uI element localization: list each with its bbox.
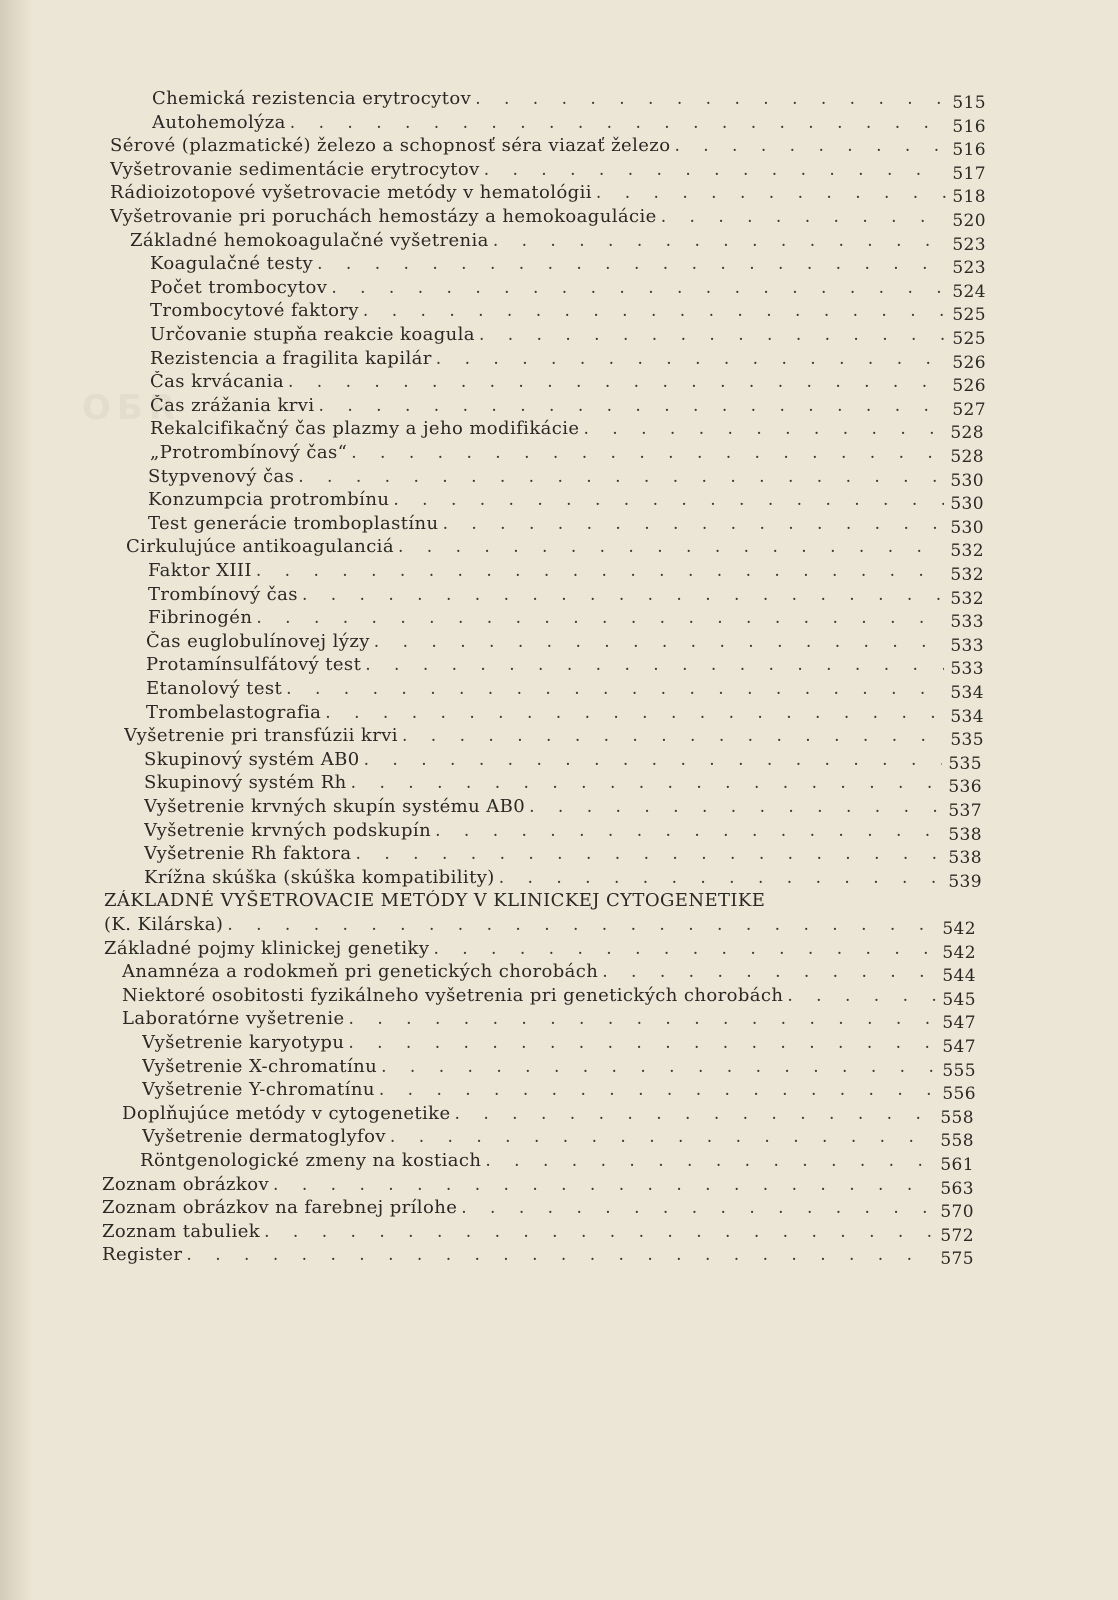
- toc-entry-title: Vyšetrovanie sedimentácie erytrocytov: [110, 158, 480, 180]
- toc-entry: [142, 1079, 976, 1103]
- toc-entry-title: Čas euglobulínovej lýzy: [146, 630, 370, 652]
- toc-entry-page-number: 520: [952, 211, 986, 230]
- toc-entry-page-number: 532: [950, 588, 984, 608]
- toc-entry-title: Trombocytové faktory: [150, 300, 359, 322]
- toc-entry: [150, 418, 984, 442]
- toc-entry: [144, 820, 982, 844]
- toc-entry-title: Čas krvácania: [150, 371, 284, 393]
- dot-leader: [351, 773, 943, 793]
- toc-entry: [148, 607, 984, 631]
- toc-entry-page-number: 572: [940, 1225, 974, 1245]
- toc-entry: [150, 300, 986, 324]
- toc-entry-title: Krížna skúška (skúška kompatibility): [144, 866, 495, 888]
- toc-entry: [148, 466, 984, 490]
- dot-leader: [475, 89, 946, 109]
- toc-entry-title: Laboratórne vyšetrenie: [122, 1008, 345, 1030]
- toc-entry-page-number: 515: [952, 93, 986, 112]
- toc-entry-title: Trombelastografia: [146, 701, 322, 723]
- toc-entry: [142, 1126, 974, 1150]
- page-binding-edge: [0, 0, 34, 1600]
- toc-entry-page-number: 561: [940, 1155, 974, 1174]
- toc-entry-title: Doplňujúce metódy v cytogenetike: [122, 1102, 451, 1124]
- toc-entry-page-number: 524: [952, 281, 986, 301]
- dot-leader: [356, 844, 943, 864]
- dot-leader: [256, 561, 944, 581]
- toc-entry-title: Anamnéza a rodokmeň pri genetických chorobách: [122, 961, 599, 983]
- toc-entry-title: Zoznam obrázkov: [102, 1173, 270, 1195]
- toc-entry-page-number: 534: [950, 706, 984, 726]
- toc-entry-page-number: 530: [950, 517, 984, 537]
- toc-entry-page-number: 532: [950, 541, 984, 561]
- dot-leader: [583, 419, 944, 439]
- toc-entry-title: Vyšetrenie krvných skupín systému AB0: [144, 796, 526, 817]
- toc-entry-page-number: 525: [952, 329, 986, 348]
- toc-entry-page-number: 575: [940, 1249, 974, 1269]
- dot-leader: [331, 278, 946, 298]
- toc-entry: [144, 796, 982, 820]
- show-through-text: ОБR: [82, 388, 181, 428]
- toc-entry: [122, 985, 976, 1009]
- toc-entry: [122, 1103, 974, 1127]
- toc-entry-page-number: 570: [940, 1202, 974, 1222]
- toc-entry: [150, 253, 986, 277]
- dot-leader: [348, 1033, 936, 1053]
- dot-leader: [349, 1009, 937, 1029]
- toc-entry-title: Fibrinogén: [148, 607, 253, 629]
- toc-entry: [144, 867, 982, 891]
- toc-entry-title: Sérové (plazmatické) železo a schopnosť séra viazať železo: [110, 135, 671, 157]
- toc-entry-page-number: 535: [948, 753, 982, 773]
- toc-entry-title: (K. Kilárska): [104, 914, 224, 935]
- toc-entry-title: Rekalcifikačný čas plazmy a jeho modifikácie: [150, 418, 580, 440]
- toc-entry-title: Stypvenový čas: [148, 465, 295, 487]
- toc-entry-title: Čas zrážania krvi: [150, 394, 315, 416]
- toc-entry-page-number: 542: [942, 942, 976, 962]
- toc-entry-page-number: 518: [952, 187, 986, 207]
- toc-entry: [144, 749, 982, 773]
- toc-entry-page-number: 533: [950, 635, 984, 655]
- dot-leader: [317, 254, 946, 274]
- toc-entry-page-number: 537: [948, 801, 982, 820]
- toc-entry: [150, 371, 986, 395]
- toc-entry: [110, 135, 986, 159]
- toc-entry: [104, 914, 976, 938]
- toc-entry-page-number: 533: [950, 659, 984, 679]
- toc-entry-title: Rádioizotopové vyšetrovacie metódy v hematológii: [110, 182, 592, 204]
- toc-entry: [148, 513, 984, 537]
- toc-entry-page-number: 556: [942, 1084, 976, 1104]
- dot-leader: [455, 1104, 935, 1124]
- toc-entry-page-number: 539: [948, 871, 982, 891]
- toc-entry: [146, 702, 984, 726]
- toc-entry-page-number: 525: [952, 305, 986, 325]
- toc-entry-page-number: 558: [940, 1107, 974, 1127]
- toc-entry-page-number: 526: [952, 376, 986, 396]
- toc-entry: [148, 584, 984, 608]
- toc-entry-title: „Protrombínový čas“: [150, 442, 348, 463]
- dot-leader: [787, 986, 936, 1006]
- dot-leader: [602, 962, 936, 982]
- toc-entry-title: Vyšetrenie pri transfúzii krvi: [124, 725, 398, 747]
- toc-entry-title: Konzumpcia protrombínu: [148, 489, 390, 511]
- toc-entry-title: ZÁKLADNÉ VYŠETROVACIE METÓDY V KLINICKEJ CYTOGENETIKE: [104, 890, 766, 912]
- dot-leader: [379, 1080, 937, 1100]
- dot-leader: [443, 514, 945, 534]
- toc-entry-title: Cirkulujúce antikoagulanciá: [126, 536, 394, 558]
- toc-entry-page-number: 516: [952, 116, 986, 136]
- toc-entry-page-number: 535: [950, 730, 984, 750]
- dot-leader: [381, 1057, 936, 1077]
- toc-entry: [150, 395, 986, 419]
- toc-entry-title: Vyšetrenie Y-chromatínu: [142, 1079, 375, 1101]
- toc-entry-title: Niektoré osobitosti fyzikálneho vyšetrenia pri genetických chorobách: [122, 984, 784, 1006]
- dot-leader: [596, 183, 946, 203]
- dot-leader: [485, 1151, 934, 1171]
- toc-entry: [152, 112, 986, 136]
- toc-entry: [102, 1197, 974, 1221]
- toc-entry: [144, 772, 982, 796]
- dot-leader: [661, 207, 947, 227]
- toc-entry-page-number: 542: [942, 919, 976, 938]
- toc-entry-title: Autohemolýza: [152, 111, 286, 133]
- toc-entry: [124, 725, 984, 749]
- dot-leader: [256, 608, 944, 628]
- dot-leader: [286, 679, 944, 699]
- toc-entry: [130, 230, 986, 254]
- dot-leader: [365, 655, 944, 675]
- toc-entry-title: Register: [102, 1244, 183, 1266]
- toc-entry-title: Skupinový systém AB0: [144, 748, 360, 770]
- toc-entry-page-number: 538: [948, 824, 982, 844]
- dot-leader: [302, 585, 944, 605]
- toc-entry-title: Vyšetrenie krvných podskupín: [144, 819, 432, 841]
- toc-entry: [140, 1150, 974, 1174]
- dot-leader: [288, 372, 946, 392]
- dot-leader: [325, 703, 944, 723]
- dot-leader: [433, 939, 936, 959]
- toc-entry-title: Základné hemokoagulačné vyšetrenia: [130, 229, 489, 251]
- dot-leader: [364, 750, 943, 770]
- dot-leader: [227, 915, 936, 935]
- toc-entry-title: Röntgenologické zmeny na kostiach: [140, 1150, 482, 1171]
- toc-entry: [110, 206, 986, 230]
- toc-entry-page-number: 536: [948, 777, 982, 797]
- dot-leader: [499, 868, 943, 888]
- toc-entry: [150, 348, 986, 372]
- toc-entry-title: Zoznam obrázkov na farebnej prílohe: [102, 1197, 458, 1219]
- dot-leader: [290, 113, 947, 133]
- toc-entry-page-number: 534: [950, 683, 984, 702]
- toc-entry-title: Rezistencia a fragilita kapilár: [150, 347, 432, 369]
- toc-entry-title: Zoznam tabuliek: [102, 1220, 261, 1242]
- toc-entry-page-number: 530: [950, 470, 984, 490]
- dot-leader: [493, 231, 947, 251]
- toc-entry: [148, 560, 984, 584]
- toc-entry: [146, 631, 984, 655]
- toc-entry-page-number: 516: [952, 140, 986, 160]
- toc-entry: [146, 678, 984, 702]
- toc-entry: [102, 1174, 974, 1198]
- toc-entry-page-number: 526: [952, 352, 986, 372]
- toc-entry-page-number: 555: [942, 1060, 976, 1080]
- toc-entry-page-number: 544: [942, 966, 976, 986]
- toc-entry-title: Určovanie stupňa reakcie koagula: [150, 324, 475, 345]
- toc-entry-title: Vyšetrovanie pri poruchách hemostázy a hemokoagulácie: [110, 206, 657, 227]
- toc-entry-title: Základné pojmy klinickej genetiky: [104, 937, 430, 959]
- toc-entry-page-number: 547: [942, 1037, 976, 1056]
- toc-entry-title: Vyšetrenie X-chromatínu: [142, 1055, 378, 1077]
- dot-leader: [402, 726, 944, 746]
- dot-leader: [484, 160, 947, 180]
- dot-leader: [398, 537, 944, 557]
- dot-leader: [298, 467, 944, 487]
- toc-entry-page-number: 517: [952, 163, 986, 183]
- toc-entry-page-number: 523: [952, 258, 986, 278]
- toc-entry-title: Faktor XIII: [148, 560, 252, 581]
- dot-leader: [264, 1222, 934, 1242]
- toc-entry-title: Vyšetrenie karyotypu: [142, 1032, 345, 1053]
- toc-entry: [144, 843, 982, 867]
- dot-leader: [390, 1127, 934, 1147]
- toc-entry: [142, 1056, 976, 1080]
- toc-entry-page-number: 530: [950, 494, 984, 514]
- toc-entry: [122, 1008, 976, 1032]
- toc-entry-title: Chemická rezistencia erytrocytov: [152, 88, 472, 109]
- toc-entry-page-number: 538: [948, 848, 982, 868]
- dot-leader: [273, 1175, 934, 1195]
- toc-entry: [110, 159, 986, 183]
- toc-entry-title: Trombínový čas: [148, 583, 298, 605]
- toc-entry: [142, 1032, 976, 1056]
- toc-entry-title: Vyšetrenie Rh faktora: [144, 843, 352, 865]
- toc-entry-page-number: 528: [950, 423, 984, 443]
- toc-entry-page-number: 545: [942, 989, 976, 1009]
- toc-entry-title: Skupinový systém Rh: [144, 772, 347, 794]
- toc-entry: [104, 938, 976, 962]
- dot-leader: [319, 396, 947, 416]
- toc-entry-page-number: 547: [942, 1013, 976, 1033]
- dot-leader: [435, 821, 942, 841]
- toc-entry-title: Počet trombocytov: [150, 276, 328, 298]
- toc-entry: [126, 536, 984, 560]
- dot-leader: [351, 443, 944, 463]
- toc-entry: [150, 277, 986, 301]
- toc-entry: [152, 88, 986, 112]
- toc-entry: [110, 182, 986, 206]
- toc-entry-page-number: 563: [940, 1178, 974, 1198]
- toc-entry-title: Etanolový test: [146, 678, 283, 699]
- dot-leader: [674, 136, 946, 156]
- toc-entry-page-number: 533: [950, 612, 984, 632]
- toc-entry: [150, 442, 984, 466]
- toc-entry-page-number: 558: [940, 1131, 974, 1151]
- dot-leader: [479, 325, 946, 345]
- toc-entry-title: Vyšetrenie dermatoglyfov: [142, 1126, 386, 1148]
- dot-leader: [186, 1245, 934, 1265]
- toc-entry-page-number: 528: [950, 447, 984, 466]
- dot-leader: [529, 797, 942, 817]
- toc-entry-title: Koagulačné testy: [150, 253, 314, 275]
- toc-entry: [146, 654, 984, 678]
- dot-leader: [363, 301, 946, 321]
- toc-entry-title: Test generácie tromboplastínu: [148, 512, 439, 534]
- toc-entry-page-number: 527: [952, 399, 986, 419]
- dot-leader: [461, 1198, 934, 1218]
- dot-leader: [436, 349, 947, 369]
- toc-entry-title: Protamínsulfátový test: [146, 654, 362, 676]
- dot-leader: [374, 632, 945, 652]
- toc-entry: [150, 324, 986, 348]
- dot-leader: [393, 490, 944, 510]
- toc-entry: [122, 961, 976, 985]
- toc-entry: [104, 890, 914, 914]
- toc-entry: [102, 1244, 974, 1268]
- toc-entry: [148, 489, 984, 513]
- toc-entry: [102, 1221, 974, 1245]
- toc-entry-page-number: 532: [950, 565, 984, 584]
- toc-entry-page-number: 523: [952, 234, 986, 254]
